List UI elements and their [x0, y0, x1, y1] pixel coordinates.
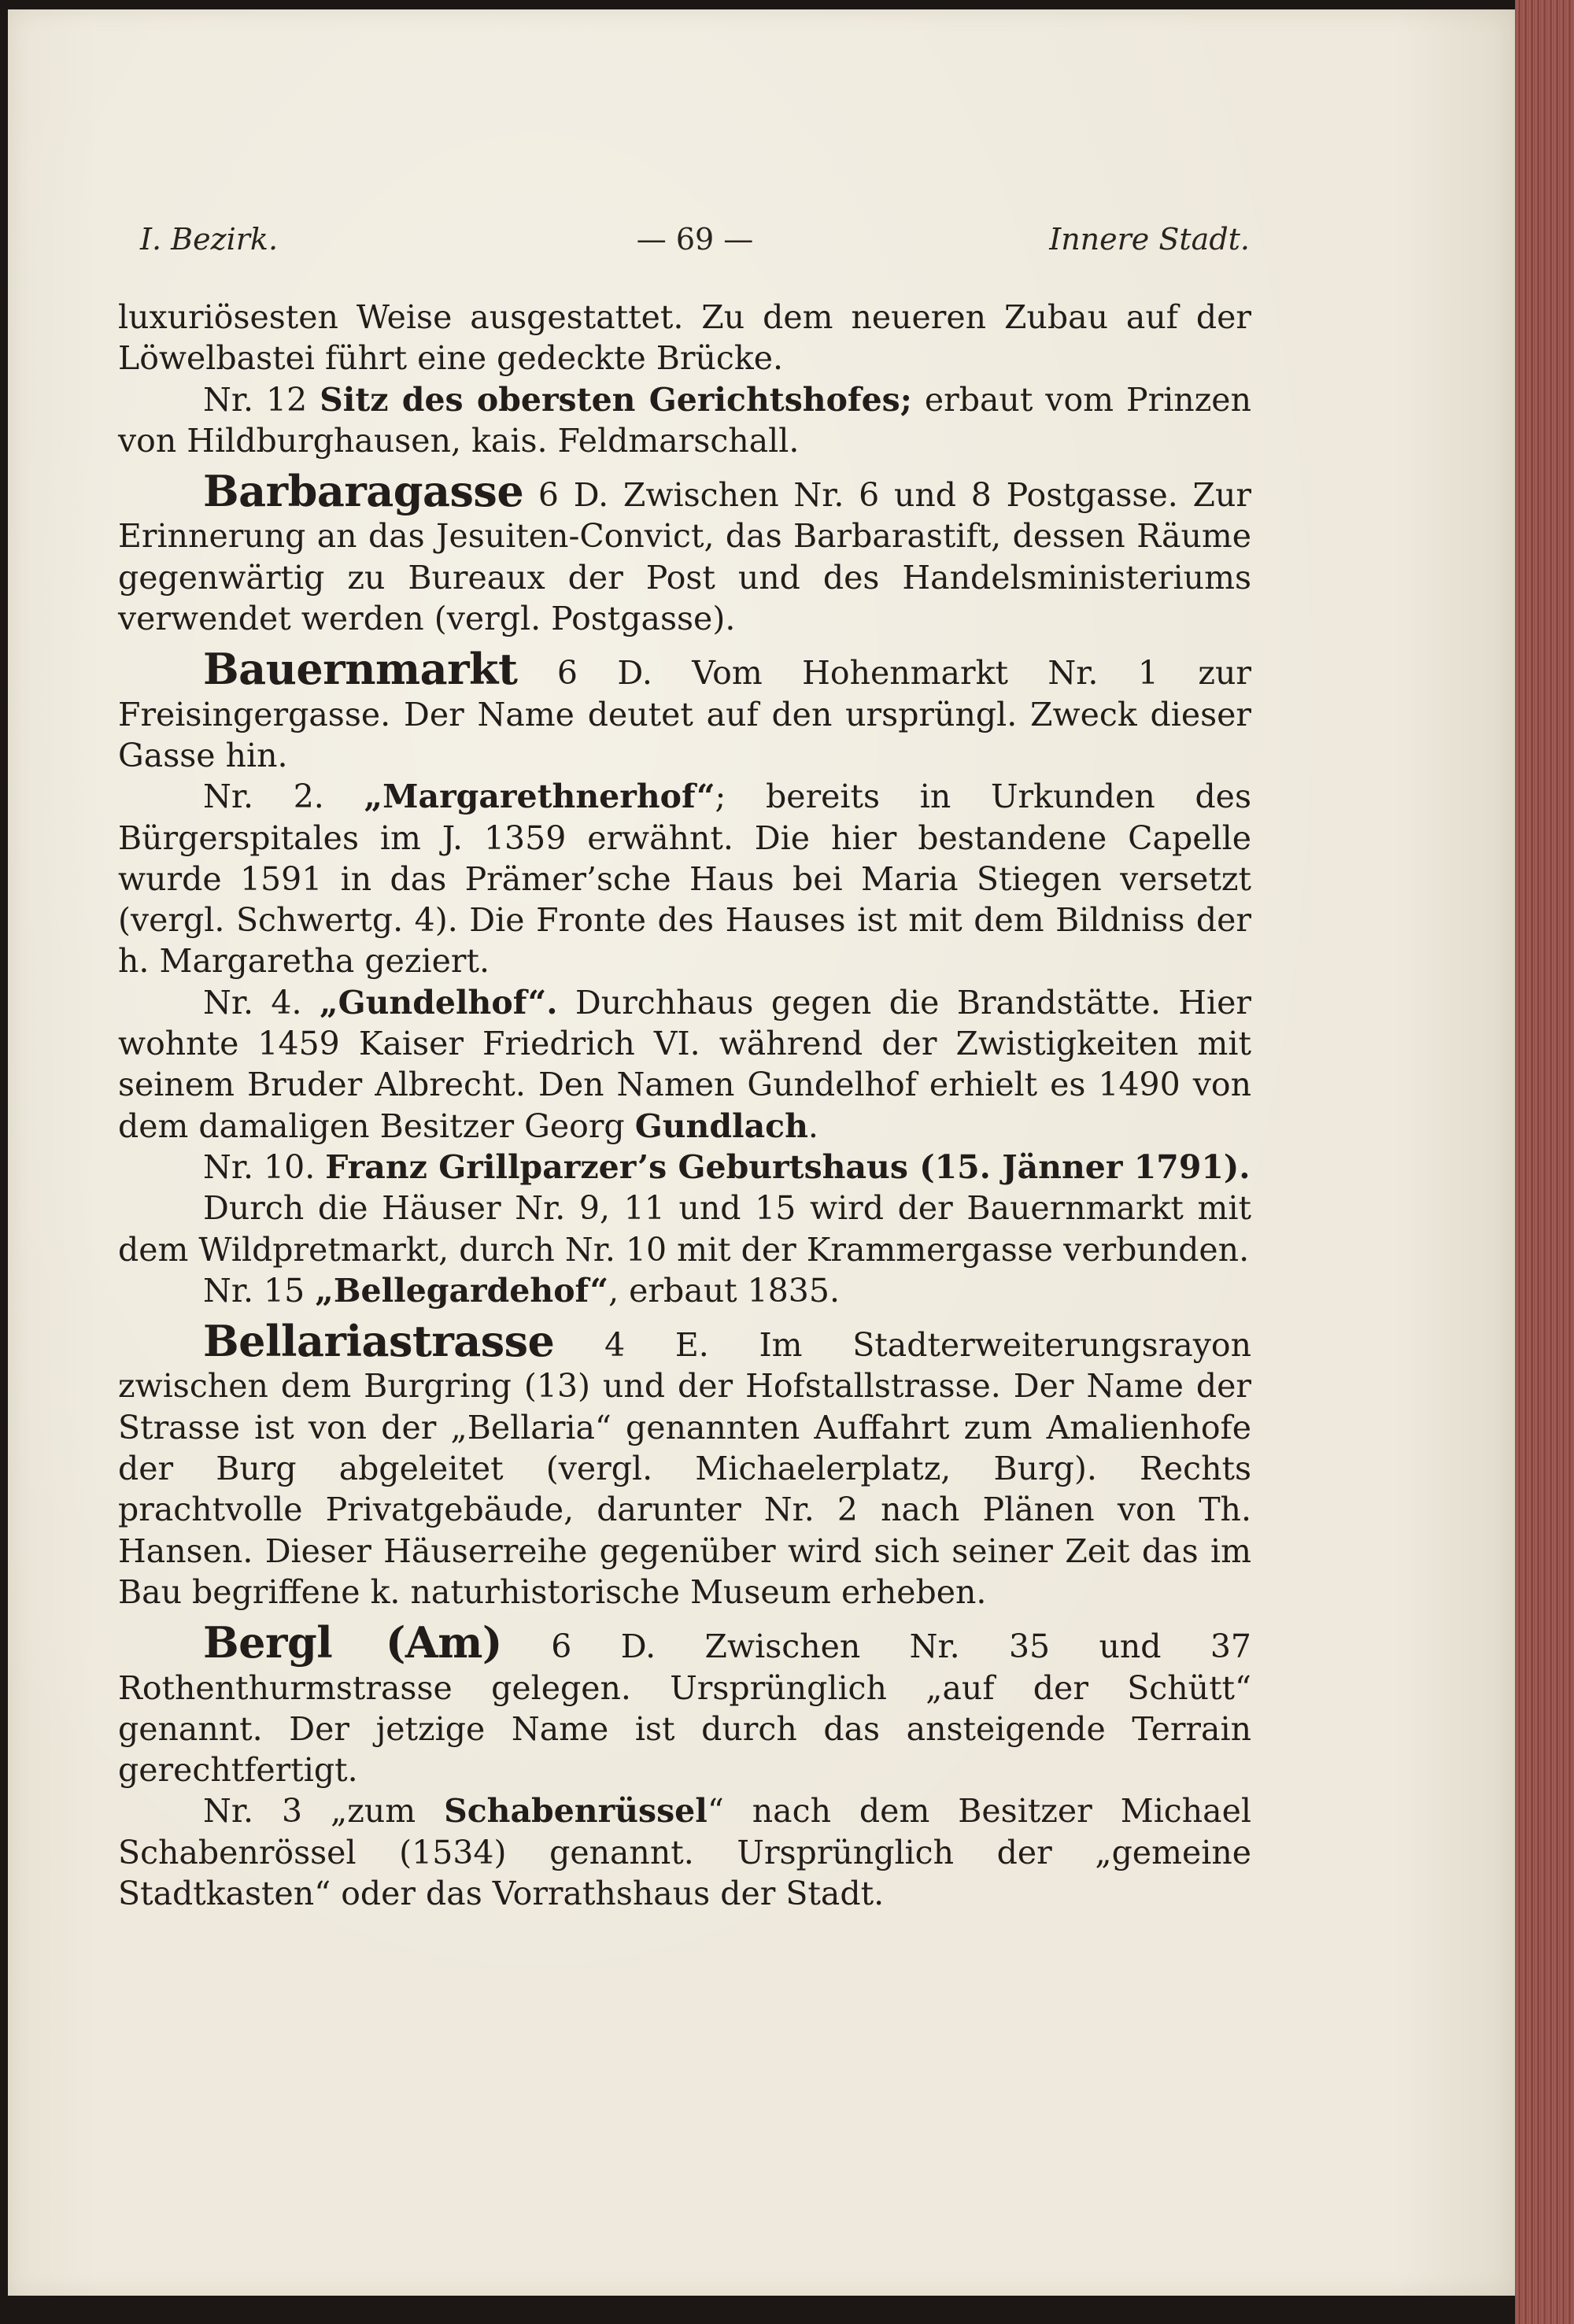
entry-bauernmarkt: Bauernmarkt 6 D. Vom Hohenmarkt Nr. 1 zur Freisingergasse. Der Name deutet auf den ursprüngl. Zweck dieser Gasse hin.: [118, 644, 1251, 774]
entry-bellariastrasse: Bellariastrasse 4 E. Im Stadterweiterungsrayon zwischen dem Burgring (13) und der Hofstallstrasse. Der Name der Strasse ist von der „Bellaria“ genannten Auffahrt zum Amalienhofe der Burg abgeleitet (vergl. Michaelerplatz, Burg). Rechts prachtvolle Privatgebäude, darunter Nr. 2 nach Plänen von Th. Hansen. Dieser Häuserreihe gegenüber wird sich seiner Zeit das im Bau begriffene k. naturhistorische Museum erheben.: [118, 1316, 1251, 1611]
entry-barbaragasse: Barbaragasse 6 D. Zwischen Nr. 6 und 8 Postgasse. Zur Erinnerung an das Jesuiten-Convict, das Barbarastift, dessen Räume gegenwärtig zu Bureaux der Post und des Handelsministeriums verwendet werden (vergl. Postgasse).: [118, 466, 1251, 638]
running-head: [140, 222, 1250, 269]
bold-term: Franz Grillparzer’s Geburtshaus (15. Jänner 1791).: [325, 1147, 1251, 1186]
paragraph-bauernmarkt-nr15: Nr. 15 „Bellegardehof“, erbaut 1835.: [203, 1271, 840, 1310]
book-page: [8, 9, 1515, 2296]
paragraph-continuation: luxuriösesten Weise ausgestattet. Zu dem neueren Zubau auf der Löwelbastei führt eine gedeckte Brücke.: [118, 298, 1251, 378]
bold-term: „Margarethnerhof“: [364, 778, 715, 816]
page-body: [118, 297, 1251, 1914]
headword: Bergl (Am): [203, 1617, 502, 1668]
paragraph-bauernmarkt-durch: Durch die Häuser Nr. 9, 11 und 15 wird der Bauernmarkt mit dem Wildpretmarkt, durch Nr. 10 mit der Krammergasse verbunden.: [118, 1189, 1251, 1269]
bold-term: Gundlach: [634, 1107, 808, 1145]
paragraph-bergl-nr3: Nr. 3 „zum Schabenrüssel“ nach dem Besitzer Michael Schabenrössel (1534) genannt. Ursprünglich der „gemeine Stadtkasten“ oder das Vorrathshaus der Stadt.: [118, 1792, 1251, 1912]
bold-term: „Gundelhof“.: [320, 983, 558, 1022]
page-edges: [1515, 0, 1574, 2324]
bold-term: Schabenrüssel: [444, 1792, 708, 1831]
headword: Bellariastrasse: [203, 1316, 555, 1367]
bold-term: Sitz des obersten Gerichtshofes;: [320, 380, 912, 419]
page-number: — 69 —: [636, 222, 754, 257]
section-label: Innere Stadt.: [1049, 222, 1250, 257]
paragraph-bauernmarkt-nr4: Nr. 4. „Gundelhof“. Durchhaus gegen die Brandstätte. Hier wohnte 1459 Kaiser Friedrich VI. während der Zwistigkeiten mit seinem Bruder Albrecht. Den Namen Gundelhof erhielt es 1490 von dem damaligen Besitzer Georg Gundlach.: [118, 983, 1252, 1145]
paragraph-bauernmarkt-nr10: Nr. 10. Franz Grillparzer’s Geburtshaus (15. Jänner 1791).: [203, 1147, 1251, 1186]
headword: Barbaragasse: [203, 466, 524, 517]
district-label: I. Bezirk.: [140, 222, 279, 257]
paragraph-nr12: Nr. 12 Sitz des obersten Gerichtshofes; erbaut vom Prinzen von Hildburghausen, kais. Feldmarschall.: [118, 380, 1251, 460]
entry-bergl: Bergl (Am) 6 D. Zwischen Nr. 35 und 37 Rothenthurmstrasse gelegen. Ursprünglich „auf der Schütt“ genannt. Der jetzige Name ist durch das ansteigende Terrain gerechtfertigt.: [118, 1617, 1252, 1790]
bold-term: „Bellegardehof“: [315, 1271, 609, 1310]
headword: Bauernmarkt: [203, 644, 518, 695]
paragraph-bauernmarkt-nr2: Nr. 2. „Margarethnerhof“; bereits in Urkunden des Bürgerspitales im J. 1359 erwähnt. Die hier bestandene Capelle wurde 1591 in das Prämer’sche Haus bei Maria Stiegen versetzt (vergl. Schwertg. 4). Die Fronte des Hauses ist mit dem Bildniss der h. Margaretha geziert.: [118, 778, 1251, 981]
